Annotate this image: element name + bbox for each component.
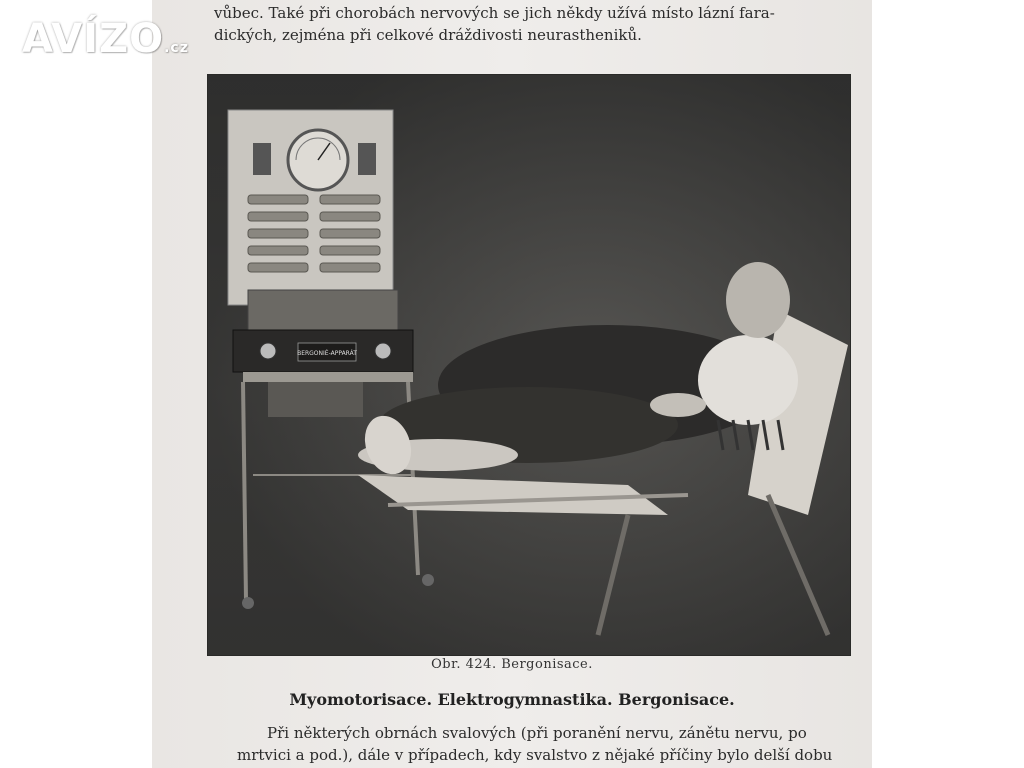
logo-text: AVÍZO [22,16,165,62]
section-heading: Myomotorisace. Elektrogymnastika. Bergonisace. [289,690,735,709]
text-line: Při některých obrnách svalových (při poranění nervu, zánětu nervu, po [267,724,807,742]
bergonisation-photo [208,75,850,655]
logo-suffix: .cz [164,40,189,56]
watermark-logo [22,16,189,62]
book-page [152,0,872,768]
text-line: vůbec. Také při chorobách nervových se jich někdy užívá místo lázní fara- [214,4,775,22]
text-line: dických, zejména při celkové dráždivosti neurastheniků. [214,26,642,44]
top-paragraph [214,2,854,46]
figure-photo [207,74,851,656]
body-paragraph [237,722,872,766]
figure-caption: Obr. 424. Bergonisace. [431,657,593,672]
text-line: mrtvici a pod.), dále v případech, kdy svalstvo z nějaké příčiny bylo delší dobu [237,746,833,764]
apparatus-label: BERGONIÉ-APPARÁT [297,350,357,357]
